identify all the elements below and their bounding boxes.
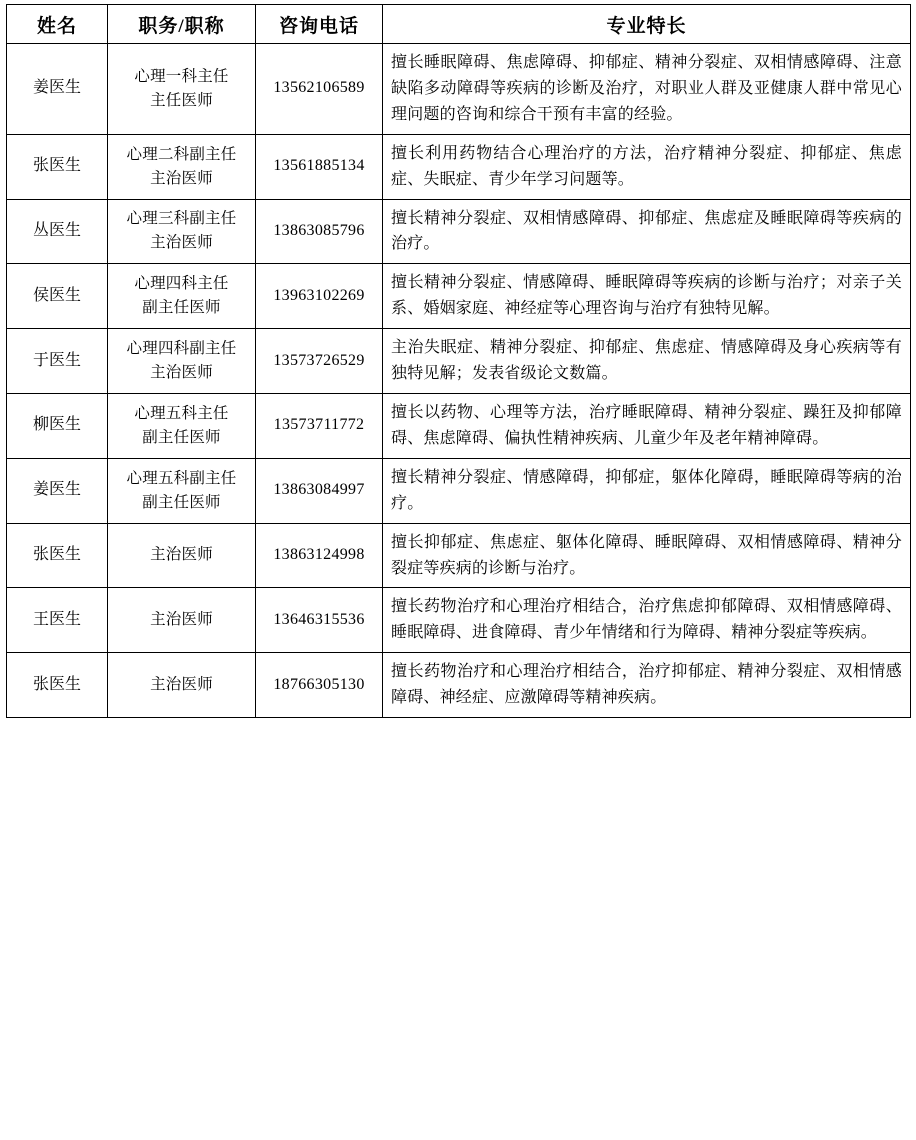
- cell-title: [108, 134, 256, 199]
- cell-phone: 13863084997: [256, 458, 383, 523]
- cell-name: 姜医生: [7, 44, 108, 135]
- cell-title-line2: 主治医师: [150, 169, 213, 187]
- table-row: [7, 134, 911, 199]
- table-row: [7, 393, 911, 458]
- table-row: [7, 199, 911, 264]
- cell-specialty: 擅长药物治疗和心理治疗相结合，治疗抑郁症、精神分裂症、双相情感障碍、神经症、应激障碍等精神疾病。: [383, 653, 911, 718]
- cell-title-line1: 心理四科副主任: [126, 340, 237, 358]
- cell-title-line1: 主治医师: [150, 676, 213, 694]
- cell-title-line1: 心理五科主任: [134, 404, 229, 422]
- table-row: [7, 264, 911, 329]
- table-body: [7, 44, 911, 718]
- cell-name: 姜医生: [7, 458, 108, 523]
- cell-title: [108, 393, 256, 458]
- cell-phone: 13963102269: [256, 264, 383, 329]
- cell-title-line1: 心理三科副主任: [126, 210, 237, 228]
- cell-name: 柳医生: [7, 393, 108, 458]
- cell-title: [108, 199, 256, 264]
- cell-name: 王医生: [7, 588, 108, 653]
- cell-specialty: 擅长精神分裂症、情感障碍，抑郁症，躯体化障碍，睡眠障碍等病的治疗。: [383, 458, 911, 523]
- cell-title-line2: 主任医师: [150, 91, 213, 109]
- cell-title: [108, 329, 256, 394]
- table-row: [7, 44, 911, 135]
- table-row: [7, 329, 911, 394]
- cell-name: 张医生: [7, 523, 108, 588]
- cell-title-line1: 主治医师: [150, 546, 213, 564]
- table-row: [7, 588, 911, 653]
- cell-specialty: 主治失眠症、精神分裂症、抑郁症、焦虑症、情感障碍及身心疾病等有独特见解；发表省级论文数篇。: [383, 329, 911, 394]
- cell-phone: 18766305130: [256, 653, 383, 718]
- column-header-name: 姓名: [7, 5, 108, 44]
- cell-name: 于医生: [7, 329, 108, 394]
- cell-specialty: 擅长精神分裂症、双相情感障碍、抑郁症、焦虑症及睡眠障碍等疾病的治疗。: [383, 199, 911, 264]
- cell-phone: 13573711772: [256, 393, 383, 458]
- cell-title: [108, 264, 256, 329]
- cell-title-line2: 副主任医师: [142, 493, 221, 511]
- cell-title: [108, 588, 256, 653]
- cell-title: [108, 458, 256, 523]
- cell-phone: 13863085796: [256, 199, 383, 264]
- cell-specialty: 擅长以药物、心理等方法，治疗睡眠障碍、精神分裂症、躁狂及抑郁障碍、焦虑障碍、偏执性精神疾病、儿童少年及老年精神障碍。: [383, 393, 911, 458]
- table-row: [7, 523, 911, 588]
- cell-title-line1: 心理五科副主任: [126, 469, 237, 487]
- cell-specialty: 擅长利用药物结合心理治疗的方法，治疗精神分裂症、抑郁症、焦虑症、失眠症、青少年学习问题等。: [383, 134, 911, 199]
- cell-phone: 13646315536: [256, 588, 383, 653]
- cell-specialty: 擅长精神分裂症、情感障碍、睡眠障碍等疾病的诊断与治疗；对亲子关系、婚姻家庭、神经症等心理咨询与治疗有独特见解。: [383, 264, 911, 329]
- table-row: [7, 653, 911, 718]
- cell-specialty: 擅长抑郁症、焦虑症、躯体化障碍、睡眠障碍、双相情感障碍、精神分裂症等疾病的诊断与治疗。: [383, 523, 911, 588]
- table-row: [7, 458, 911, 523]
- cell-title-line2: 主治医师: [150, 364, 213, 382]
- cell-title: [108, 523, 256, 588]
- cell-title-line2: 副主任医师: [142, 299, 221, 317]
- column-header-specialty: 专业特长: [383, 5, 911, 44]
- cell-phone: 13561885134: [256, 134, 383, 199]
- doctor-directory-table: [6, 4, 911, 718]
- cell-title-line2: 主治医师: [150, 234, 213, 252]
- cell-specialty: 擅长睡眠障碍、焦虑障碍、抑郁症、精神分裂症、双相情感障碍、注意缺陷多动障碍等疾病的诊断及治疗，对职业人群及亚健康人群中常见心理问题的咨询和综合干预有丰富的经验。: [383, 44, 911, 135]
- cell-phone: 13562106589: [256, 44, 383, 135]
- cell-phone: 13863124998: [256, 523, 383, 588]
- cell-title-line2: 副主任医师: [142, 428, 221, 446]
- cell-title: [108, 653, 256, 718]
- cell-phone: 13573726529: [256, 329, 383, 394]
- cell-title-line1: 心理一科主任: [134, 67, 229, 85]
- cell-title-line1: 心理二科副主任: [126, 145, 237, 163]
- cell-title-line1: 主治医师: [150, 611, 213, 629]
- table-header-row: [7, 5, 911, 44]
- cell-name: 张医生: [7, 134, 108, 199]
- cell-name: 侯医生: [7, 264, 108, 329]
- column-header-title: 职务/职称: [108, 5, 256, 44]
- column-header-phone: 咨询电话: [256, 5, 383, 44]
- table-header: [7, 5, 911, 44]
- cell-title: [108, 44, 256, 135]
- cell-name: 张医生: [7, 653, 108, 718]
- cell-specialty: 擅长药物治疗和心理治疗相结合，治疗焦虑抑郁障碍、双相情感障碍、睡眠障碍、进食障碍、青少年情绪和行为障碍、精神分裂症等疾病。: [383, 588, 911, 653]
- cell-title-line1: 心理四科主任: [134, 275, 229, 293]
- cell-name: 丛医生: [7, 199, 108, 264]
